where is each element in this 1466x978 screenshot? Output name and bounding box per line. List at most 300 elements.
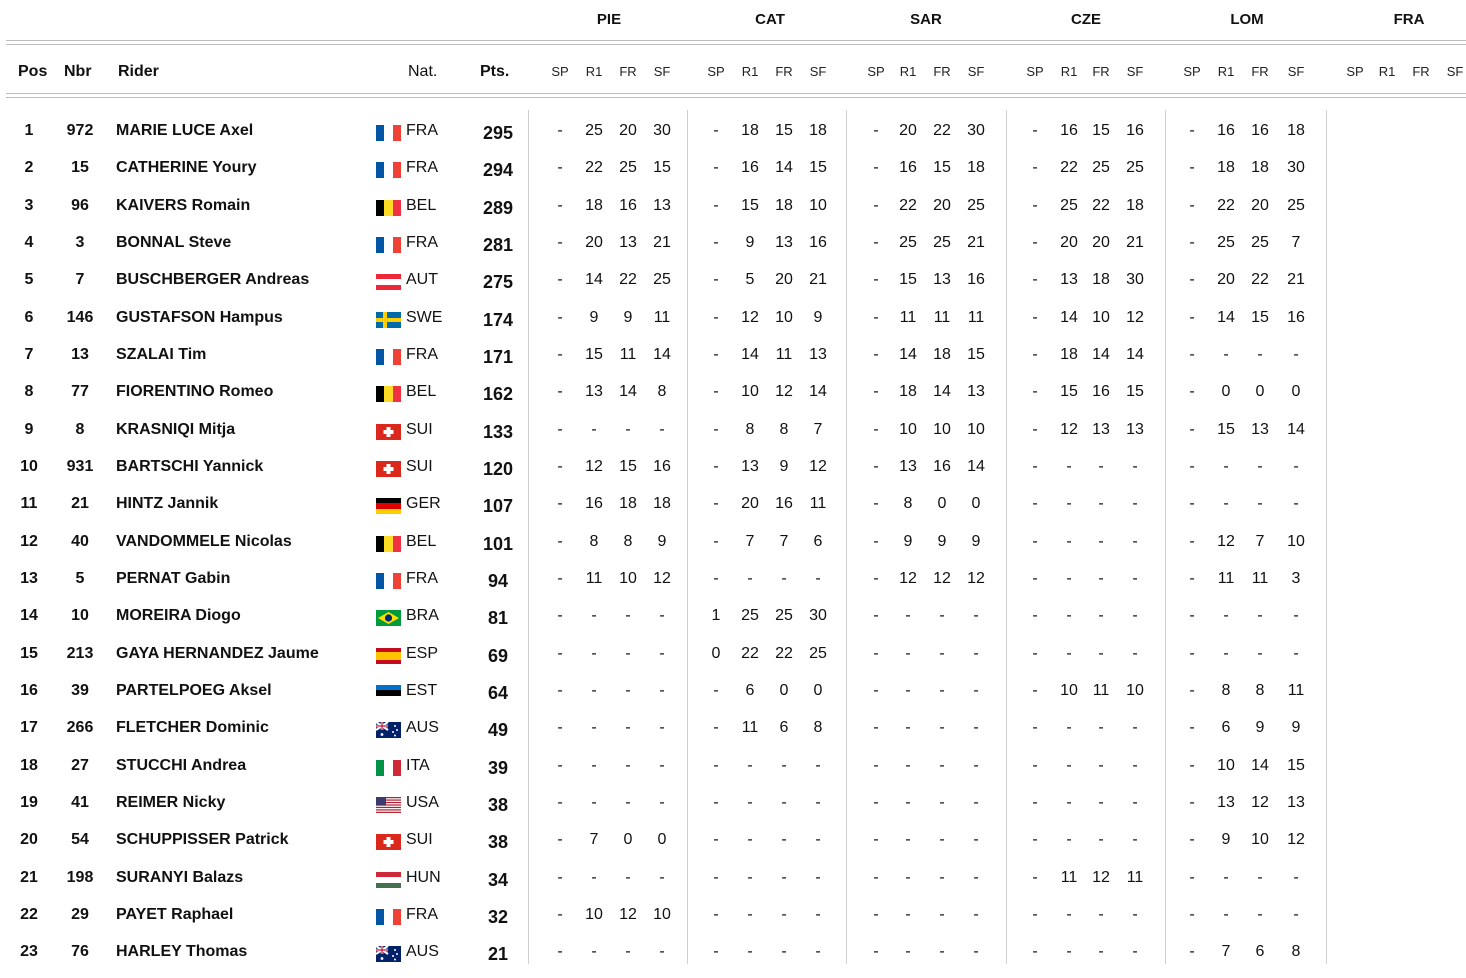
score-sar-r1: - <box>905 607 911 624</box>
rider-position: 5 <box>24 271 34 288</box>
score-sar-sf: - <box>973 757 979 774</box>
rider-points: 21 <box>487 944 509 964</box>
rider-position: 16 <box>20 682 38 699</box>
score-pie-r1: 25 <box>585 122 603 139</box>
score-lom-r1: - <box>1223 346 1229 363</box>
score-lom-r1: 18 <box>1217 159 1235 176</box>
score-lom-sp: - <box>1189 943 1195 960</box>
rider-number: 96 <box>71 197 89 214</box>
score-sar-r1: 11 <box>899 309 917 326</box>
score-cze-sf: 13 <box>1126 421 1144 438</box>
score-lom-fr: - <box>1257 346 1263 363</box>
score-cze-sp: - <box>1032 943 1038 960</box>
rider-nationality: FRA <box>406 906 438 923</box>
flag-hun-icon <box>376 872 401 888</box>
score-cat-sp: - <box>713 159 719 176</box>
score-cat-sf: - <box>815 757 821 774</box>
score-sar-fr: - <box>939 831 945 848</box>
score-cze-r1: 14 <box>1060 309 1078 326</box>
score-cze-r1: - <box>1066 831 1072 848</box>
score-sar-r1: - <box>905 943 911 960</box>
score-cze-sp: - <box>1032 906 1038 923</box>
score-pie-fr: - <box>625 943 631 960</box>
score-pie-r1: 11 <box>585 570 603 587</box>
score-pie-fr: - <box>625 607 631 624</box>
score-lom-r1: - <box>1223 458 1229 475</box>
score-pie-sp: - <box>557 719 563 736</box>
score-pie-r1: 10 <box>585 906 603 923</box>
score-pie-sp: - <box>557 906 563 923</box>
rider-points: 295 <box>482 123 514 143</box>
rider-nationality: GER <box>406 495 441 512</box>
score-pie-sp: - <box>557 831 563 848</box>
rider-nationality: SWE <box>406 309 443 326</box>
score-cat-fr: - <box>781 757 787 774</box>
score-cat-sf: - <box>815 570 821 587</box>
score-sar-r1: 10 <box>899 421 917 438</box>
score-cze-sp: - <box>1032 682 1038 699</box>
score-pie-fr: - <box>625 719 631 736</box>
score-lom-sp: - <box>1189 533 1195 550</box>
score-lom-sf: 8 <box>1291 943 1301 960</box>
score-sar-r1: 9 <box>903 533 913 550</box>
score-pie-sf: 14 <box>653 346 671 363</box>
score-cze-fr: 18 <box>1092 271 1110 288</box>
score-sar-r1: - <box>905 719 911 736</box>
score-cze-sf: - <box>1132 607 1138 624</box>
rider-nationality: SUI <box>406 458 433 475</box>
score-cat-sf: - <box>815 906 821 923</box>
rider-nationality: AUS <box>406 943 439 960</box>
score-pie-r1: - <box>591 943 597 960</box>
score-cze-r1: - <box>1066 533 1072 550</box>
score-cat-sp: - <box>713 869 719 886</box>
score-pie-r1: 16 <box>585 495 603 512</box>
flag-bel-icon <box>376 200 401 216</box>
score-cze-fr: - <box>1098 607 1104 624</box>
score-pie-sp: - <box>557 495 563 512</box>
score-sar-fr: 13 <box>933 271 951 288</box>
score-pie-r1: 20 <box>585 234 603 251</box>
score-lom-fr: 8 <box>1255 682 1265 699</box>
score-cze-sf: 21 <box>1126 234 1144 251</box>
score-pie-sp: - <box>557 159 563 176</box>
rider-name: PARTELPOEG Aksel <box>116 682 272 699</box>
rider-position: 19 <box>20 794 38 811</box>
score-cze-sp: - <box>1032 234 1038 251</box>
score-sar-sf: - <box>973 943 979 960</box>
score-lom-sp: - <box>1189 831 1195 848</box>
score-sar-r1: - <box>905 794 911 811</box>
score-lom-sf: 25 <box>1287 197 1305 214</box>
score-pie-fr: 22 <box>619 271 637 288</box>
score-pie-sp: - <box>557 234 563 251</box>
rider-number: 77 <box>71 383 89 400</box>
score-pie-sf: 30 <box>653 122 671 139</box>
score-cze-r1: - <box>1066 719 1072 736</box>
sub-header-lom-fr: FR <box>1251 64 1269 79</box>
rider-name: HARLEY Thomas <box>116 943 248 960</box>
score-cat-sf: 10 <box>809 197 827 214</box>
score-sar-sp: - <box>873 906 879 923</box>
score-lom-fr: 12 <box>1251 794 1269 811</box>
score-lom-r1: 9 <box>1221 831 1231 848</box>
score-pie-r1: - <box>591 794 597 811</box>
score-sar-sp: - <box>873 271 879 288</box>
score-lom-fr: 11 <box>1251 570 1269 587</box>
rider-number: 8 <box>75 421 85 438</box>
score-sar-fr: - <box>939 682 945 699</box>
rider-number: 15 <box>71 159 89 176</box>
rider-position: 22 <box>20 906 38 923</box>
score-sar-fr: 20 <box>933 197 951 214</box>
rider-nationality: USA <box>406 794 439 811</box>
rider-points: 281 <box>482 235 514 255</box>
score-cat-sp: - <box>713 309 719 326</box>
score-lom-fr: 0 <box>1255 383 1265 400</box>
rider-number: 39 <box>71 682 89 699</box>
score-sar-sp: - <box>873 869 879 886</box>
round-header-cze: CZE <box>1071 11 1101 28</box>
score-pie-sp: - <box>557 682 563 699</box>
rider-number: 13 <box>71 346 89 363</box>
score-pie-fr: 14 <box>619 383 637 400</box>
score-pie-fr: - <box>625 869 631 886</box>
score-lom-sp: - <box>1189 234 1195 251</box>
sub-header-pie-sp: SP <box>551 64 569 79</box>
score-sar-sp: - <box>873 682 879 699</box>
flag-usa-icon <box>376 797 401 813</box>
score-cze-r1: 18 <box>1060 346 1078 363</box>
score-cat-sf: - <box>815 869 821 886</box>
score-cze-r1: - <box>1066 794 1072 811</box>
header-divider-bottom-2 <box>6 97 1466 98</box>
score-sar-sp: - <box>873 645 879 662</box>
table-row <box>0 269 1466 306</box>
score-pie-sp: - <box>557 271 563 288</box>
score-pie-sp: - <box>557 421 563 438</box>
score-pie-fr: 15 <box>619 458 637 475</box>
score-pie-sp: - <box>557 533 563 550</box>
score-cat-fr: 7 <box>779 533 789 550</box>
score-sar-sf: 11 <box>967 309 985 326</box>
score-pie-r1: 12 <box>585 458 603 475</box>
score-cat-r1: 5 <box>745 271 755 288</box>
score-lom-sf: 10 <box>1287 533 1305 550</box>
rider-points: 64 <box>487 683 509 703</box>
score-lom-sp: - <box>1189 421 1195 438</box>
score-cze-sf: - <box>1132 719 1138 736</box>
score-pie-sp: - <box>557 383 563 400</box>
score-cat-fr: 6 <box>779 719 789 736</box>
sub-header-cze-sp: SP <box>1026 64 1044 79</box>
score-cze-sf: 18 <box>1126 197 1144 214</box>
table-row <box>0 792 1466 829</box>
rider-nationality: BEL <box>406 197 437 214</box>
score-cze-fr: 16 <box>1092 383 1110 400</box>
score-pie-sf: 21 <box>653 234 671 251</box>
score-pie-fr: 8 <box>623 533 633 550</box>
sub-header-sar-fr: FR <box>933 64 951 79</box>
score-pie-sf: 8 <box>657 383 667 400</box>
score-cat-r1: 12 <box>741 309 759 326</box>
score-sar-sf: 0 <box>971 495 981 512</box>
score-cat-sf: 18 <box>809 122 827 139</box>
score-cat-sp: - <box>713 906 719 923</box>
rider-nationality: EST <box>406 682 438 699</box>
score-cze-fr: - <box>1098 645 1104 662</box>
table-row <box>0 493 1466 530</box>
score-cat-sp: - <box>713 421 719 438</box>
score-pie-sf: - <box>659 943 665 960</box>
table-row <box>0 157 1466 194</box>
rider-points: 38 <box>487 832 509 852</box>
rider-position: 10 <box>20 458 38 475</box>
rider-position: 20 <box>20 831 38 848</box>
score-cze-sf: - <box>1132 533 1138 550</box>
score-lom-r1: 6 <box>1221 719 1231 736</box>
sub-header-pie-r1: R1 <box>585 64 603 79</box>
score-lom-r1: - <box>1223 607 1229 624</box>
score-sar-sp: - <box>873 831 879 848</box>
rider-position: 14 <box>20 607 38 624</box>
rider-position: 17 <box>20 719 38 736</box>
score-cze-sp: - <box>1032 794 1038 811</box>
score-lom-sf: 11 <box>1287 682 1305 699</box>
score-lom-sp: - <box>1189 271 1195 288</box>
score-lom-sp: - <box>1189 794 1195 811</box>
table-row <box>0 344 1466 381</box>
score-cat-fr: - <box>781 906 787 923</box>
score-cat-fr: 25 <box>775 607 793 624</box>
score-lom-r1: 7 <box>1221 943 1231 960</box>
score-cze-fr: - <box>1098 757 1104 774</box>
score-lom-sf: 7 <box>1291 234 1301 251</box>
score-cat-fr: 14 <box>775 159 793 176</box>
score-pie-r1: 18 <box>585 197 603 214</box>
sub-header-cat-sf: SF <box>809 64 827 79</box>
rider-points: 162 <box>482 384 514 404</box>
score-pie-r1: 15 <box>585 346 603 363</box>
score-cze-sf: 11 <box>1126 869 1144 886</box>
rider-name: MARIE LUCE Axel <box>116 122 254 139</box>
sub-header-cat-sp: SP <box>707 64 725 79</box>
score-cze-sp: - <box>1032 383 1038 400</box>
score-cze-sp: - <box>1032 458 1038 475</box>
score-cze-fr: - <box>1098 719 1104 736</box>
score-cze-sp: - <box>1032 271 1038 288</box>
score-cat-fr: 10 <box>775 309 793 326</box>
score-pie-sp: - <box>557 122 563 139</box>
score-pie-sf: - <box>659 757 665 774</box>
score-cze-r1: - <box>1066 458 1072 475</box>
sub-header-sar-r1: R1 <box>899 64 917 79</box>
score-lom-fr: - <box>1257 607 1263 624</box>
round-header-lom: LOM <box>1230 11 1264 28</box>
score-sar-r1: 15 <box>899 271 917 288</box>
score-lom-r1: 15 <box>1217 421 1235 438</box>
sub-header-lom-r1: R1 <box>1217 64 1235 79</box>
table-row <box>0 531 1466 568</box>
score-cze-sp: - <box>1032 122 1038 139</box>
score-cze-sf: 16 <box>1126 122 1144 139</box>
score-sar-sf: 16 <box>967 271 985 288</box>
score-cat-sf: 11 <box>809 495 827 512</box>
score-cat-sp: - <box>713 234 719 251</box>
score-cat-fr: 11 <box>775 346 793 363</box>
score-sar-sf: 9 <box>971 533 981 550</box>
flag-esp-icon <box>376 648 401 664</box>
rider-nationality: BRA <box>406 607 439 624</box>
score-sar-fr: 22 <box>933 122 951 139</box>
rider-number: 40 <box>71 533 89 550</box>
score-cze-fr: - <box>1098 831 1104 848</box>
score-cat-fr: 15 <box>775 122 793 139</box>
score-cat-r1: 15 <box>741 197 759 214</box>
score-cat-sp: - <box>713 271 719 288</box>
score-lom-sp: - <box>1189 383 1195 400</box>
score-sar-sf: 12 <box>967 570 985 587</box>
rider-nationality: BEL <box>406 533 437 550</box>
sub-header-sar-sf: SF <box>967 64 985 79</box>
score-lom-fr: 25 <box>1251 234 1269 251</box>
score-cat-sp: 0 <box>711 645 721 662</box>
score-lom-sp: - <box>1189 197 1195 214</box>
score-cat-r1: 18 <box>741 122 759 139</box>
flag-ger-icon <box>376 498 401 514</box>
score-sar-sp: - <box>873 495 879 512</box>
score-cze-sf: 10 <box>1126 682 1144 699</box>
score-lom-r1: 11 <box>1217 570 1235 587</box>
rider-number: 41 <box>71 794 89 811</box>
score-cze-fr: 22 <box>1092 197 1110 214</box>
score-lom-sf: 0 <box>1291 383 1301 400</box>
flag-aus-icon <box>376 722 401 738</box>
score-cze-r1: 25 <box>1060 197 1078 214</box>
score-pie-sf: 15 <box>653 159 671 176</box>
sub-header-sar-sp: SP <box>867 64 885 79</box>
table-row <box>0 829 1466 866</box>
rider-nationality: HUN <box>406 869 441 886</box>
rider-position: 18 <box>20 757 38 774</box>
table-row <box>0 381 1466 418</box>
rider-position: 8 <box>24 383 34 400</box>
score-cat-sp: - <box>713 383 719 400</box>
rider-name: BARTSCHI Yannick <box>116 458 264 475</box>
flag-bra-icon <box>376 610 401 626</box>
score-lom-fr: - <box>1257 645 1263 662</box>
score-lom-sf: - <box>1293 607 1299 624</box>
score-lom-sp: - <box>1189 458 1195 475</box>
score-lom-sp: - <box>1189 309 1195 326</box>
rider-number: 10 <box>71 607 89 624</box>
score-sar-r1: - <box>905 831 911 848</box>
table-row <box>0 456 1466 493</box>
score-cat-r1: 22 <box>741 645 759 662</box>
score-sar-sp: - <box>873 458 879 475</box>
score-pie-sf: - <box>659 869 665 886</box>
score-lom-sf: 15 <box>1287 757 1305 774</box>
score-cze-r1: 22 <box>1060 159 1078 176</box>
score-pie-sf: 11 <box>653 309 671 326</box>
score-lom-sf: 13 <box>1287 794 1305 811</box>
score-pie-sf: 9 <box>657 533 667 550</box>
score-cze-r1: 10 <box>1060 682 1078 699</box>
col-header-nat: Nat. <box>408 63 438 80</box>
score-lom-r1: 12 <box>1217 533 1235 550</box>
score-lom-fr: - <box>1257 458 1263 475</box>
score-sar-sp: - <box>873 309 879 326</box>
rider-name: SCHUPPISSER Patrick <box>116 831 289 848</box>
score-sar-sp: - <box>873 122 879 139</box>
score-lom-fr: 7 <box>1255 533 1265 550</box>
rider-points: 174 <box>482 310 514 330</box>
score-sar-sf: - <box>973 719 979 736</box>
score-lom-fr: 15 <box>1251 309 1269 326</box>
rider-nationality: FRA <box>406 234 438 251</box>
score-lom-fr: 22 <box>1251 271 1269 288</box>
score-sar-fr: 25 <box>933 234 951 251</box>
score-cze-r1: - <box>1066 495 1072 512</box>
table-row <box>0 120 1466 157</box>
score-cze-sp: - <box>1032 421 1038 438</box>
score-pie-r1: - <box>591 719 597 736</box>
rider-points: 107 <box>482 496 514 516</box>
score-pie-fr: 18 <box>619 495 637 512</box>
flag-sui-icon <box>376 424 401 440</box>
score-cze-sf: - <box>1132 458 1138 475</box>
rider-points: 275 <box>482 272 514 292</box>
score-cat-fr: 12 <box>775 383 793 400</box>
score-lom-r1: 25 <box>1217 234 1235 251</box>
score-lom-r1: - <box>1223 645 1229 662</box>
rider-points: 294 <box>482 160 514 180</box>
score-cat-sp: - <box>713 122 719 139</box>
score-cat-sp: - <box>713 757 719 774</box>
flag-sui-icon <box>376 461 401 477</box>
score-cze-sf: 25 <box>1126 159 1144 176</box>
table-row <box>0 568 1466 605</box>
score-cze-r1: 20 <box>1060 234 1078 251</box>
score-pie-sp: - <box>557 869 563 886</box>
score-lom-fr: 13 <box>1251 421 1269 438</box>
rider-position: 9 <box>24 421 34 438</box>
flag-fra-icon <box>376 162 401 178</box>
score-pie-r1: - <box>591 607 597 624</box>
rider-points: 81 <box>487 608 509 628</box>
score-lom-fr: 16 <box>1251 122 1269 139</box>
flag-swe-icon <box>376 312 401 328</box>
score-cat-sf: 21 <box>809 271 827 288</box>
score-pie-r1: - <box>591 645 597 662</box>
table-row <box>0 232 1466 269</box>
sub-header-cat-r1: R1 <box>741 64 759 79</box>
score-cat-fr: 13 <box>775 234 793 251</box>
score-cze-sp: - <box>1032 346 1038 363</box>
table-row <box>0 904 1466 941</box>
score-cat-r1: - <box>747 906 753 923</box>
score-cat-r1: 14 <box>741 346 759 363</box>
score-lom-sf: 16 <box>1287 309 1305 326</box>
rider-name: BUSCHBERGER Andreas <box>116 271 310 288</box>
rider-position: 7 <box>24 346 34 363</box>
score-lom-fr: - <box>1257 495 1263 512</box>
score-pie-r1: 22 <box>585 159 603 176</box>
rider-number: 21 <box>71 495 89 512</box>
header-divider-top-2 <box>6 44 1466 45</box>
sub-header-lom-sp: SP <box>1183 64 1201 79</box>
rider-number: 931 <box>66 458 94 475</box>
